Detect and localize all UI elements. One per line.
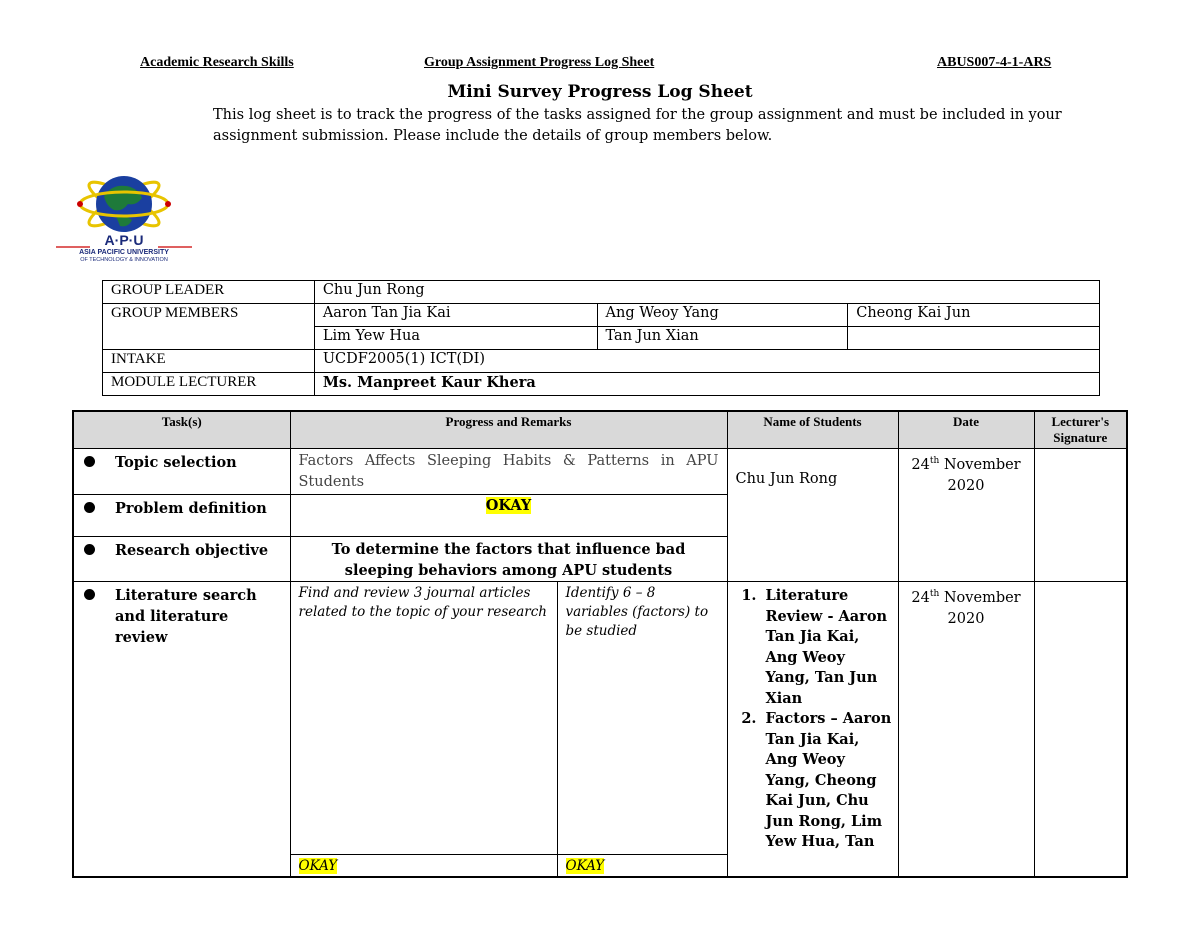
literature-status1: OKAY xyxy=(298,858,338,874)
intro-paragraph: This log sheet is to track the progress of the tasks assigned for the group assignment and must be included in your assignment submission. Please include the details of group members below. xyxy=(213,107,1062,144)
member-cell xyxy=(848,327,1100,350)
task-column-header: Task(s) xyxy=(73,411,290,449)
group-members-label: GROUP MEMBERS xyxy=(103,304,315,350)
group-details-table xyxy=(102,280,1100,396)
literature-date-rest: November 2020 xyxy=(939,589,1021,627)
apu-logo xyxy=(52,166,194,262)
literature-sub2-cell xyxy=(557,582,727,855)
group1-date-cell xyxy=(898,449,1034,582)
names-column-header: Name of Students xyxy=(727,411,898,449)
bullet-icon xyxy=(84,502,95,513)
logo-line1: ASIA PACIFIC UNIVERSITY xyxy=(79,249,169,256)
lecturer-row xyxy=(103,373,1100,396)
header-document-type: Group Assignment Progress Log Sheet xyxy=(424,55,655,70)
objective-task-label: Research objective xyxy=(115,542,269,559)
progress-table xyxy=(72,410,1128,878)
literature-sub1-cell xyxy=(290,582,557,855)
literature-date-sup: th xyxy=(929,589,940,599)
bullet-icon xyxy=(84,589,95,600)
literature-status2-cell xyxy=(557,855,727,878)
date-column-header: Date xyxy=(898,411,1034,449)
lecturer-label: MODULE LECTURER xyxy=(103,373,315,396)
literature-status2: OKAY xyxy=(565,858,605,874)
group-leader-label: GROUP LEADER xyxy=(103,281,315,304)
list-item: 1. Literature Review - Aaron Tan Jia Kai, Ang Weoy Yang, Tan Jun Xian xyxy=(762,586,894,709)
bullet-icon xyxy=(84,456,95,467)
member-cell: Ang Weoy Yang xyxy=(597,304,848,327)
literature-task-cell xyxy=(73,582,290,878)
literature-names-cell xyxy=(727,582,898,878)
literature-task-label: Literature search and literature review xyxy=(115,587,257,646)
literature-sub2: Identify 6 – 8 variables (factors) to be studied xyxy=(565,585,709,639)
literature-names-list xyxy=(732,586,894,853)
objective-task-cell xyxy=(73,537,290,582)
logo-line2: OF TECHNOLOGY & INNOVATION xyxy=(80,257,168,262)
topic-task-label: Topic selection xyxy=(115,454,237,471)
problem-task-cell xyxy=(73,495,290,537)
list-item: 2. Factors – Aaron Tan Jia Kai, Ang Weoy Yang, Cheong Kai Jun, Chu Jun Rong, Lim Yew Hua, Tan xyxy=(762,709,894,853)
problem-remark-cell xyxy=(290,495,727,537)
group1-names-cell xyxy=(727,449,898,582)
member-cell: Cheong Kai Jun xyxy=(848,304,1100,327)
intake-row xyxy=(103,350,1100,373)
group1-date-rest: November 2020 xyxy=(939,456,1021,494)
literature-row xyxy=(73,582,1127,855)
group-leader-row xyxy=(103,281,1100,304)
topic-remark: Factors Affects Sleeping Habits & Patterns in APU Students xyxy=(290,449,727,495)
literature-status1-cell xyxy=(290,855,557,878)
logo-letters: A·P·U xyxy=(104,232,144,248)
objective-remark: To determine the factors that influence bad sleeping behaviors among APU students xyxy=(290,537,727,582)
intake-label: INTAKE xyxy=(103,350,315,373)
member-cell: Aaron Tan Jia Kai xyxy=(314,304,597,327)
member-cell: Lim Yew Hua xyxy=(314,327,597,350)
member-cell: Tan Jun Xian xyxy=(597,327,848,350)
literature-sub1: Find and review 3 journal articles related to the topic of your research xyxy=(298,585,547,620)
topic-row xyxy=(73,449,1127,495)
group1-date-day: 24 xyxy=(911,456,930,473)
literature-signature-cell xyxy=(1034,582,1127,878)
group1-date-sup: th xyxy=(929,456,940,466)
lecturer-value: Ms. Manpreet Kaur Khera xyxy=(314,373,1099,396)
signature-column-header: Lecturer's Signature xyxy=(1034,411,1127,449)
problem-task-label: Problem definition xyxy=(115,500,267,517)
topic-task-cell xyxy=(73,449,290,495)
globe-logo-icon xyxy=(52,166,194,262)
header-module-name: Academic Research Skills xyxy=(140,55,294,70)
group1-signature-cell xyxy=(1034,449,1127,582)
literature-date-day: 24 xyxy=(911,589,930,606)
intake-value: UCDF2005(1) ICT(DI) xyxy=(314,350,1099,373)
progress-column-header: Progress and Remarks xyxy=(290,411,727,449)
progress-header-row xyxy=(73,411,1127,449)
group-leader-value: Chu Jun Rong xyxy=(314,281,1099,304)
group-members-row xyxy=(103,304,1100,327)
header-module-code: ABUS007-4-1-ARS xyxy=(937,55,1052,70)
literature-date-cell xyxy=(898,582,1034,878)
problem-remark: OKAY xyxy=(485,497,532,514)
bullet-icon xyxy=(84,544,95,555)
group1-name: Chu Jun Rong xyxy=(735,471,838,487)
page-title: Mini Survey Progress Log Sheet xyxy=(447,82,753,102)
